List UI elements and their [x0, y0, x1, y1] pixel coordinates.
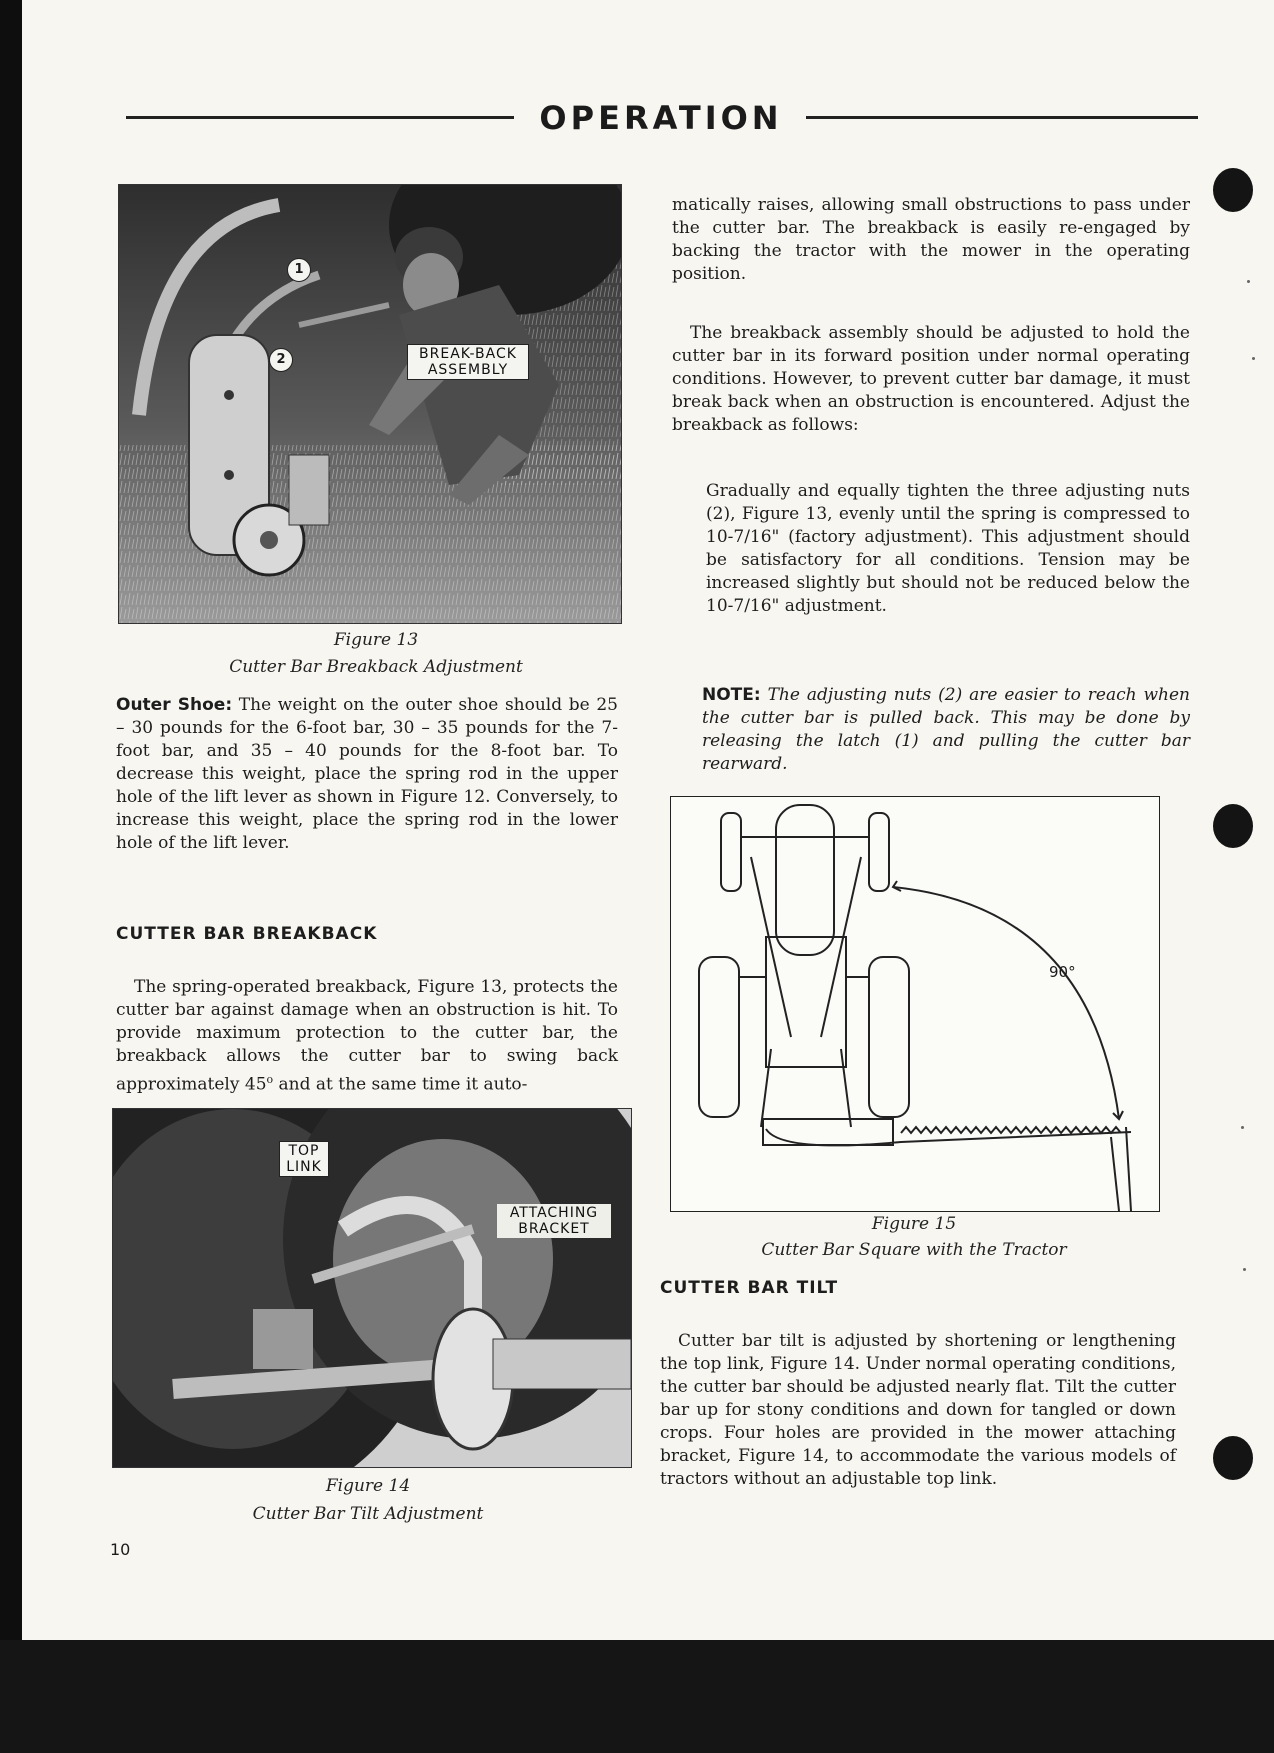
figure-13-label: Figure 13: [333, 630, 419, 650]
rear-left-tire: [699, 957, 739, 1117]
outer-shoe-text: The weight on the outer shoe should be 25 – 30 pounds for the 6-foot bar, 30 – 35 pounds for the 7-foot bar, and 35 – 40 pounds for the 8-foot bar. To decrease this weight, place the spring rod in the upper hole of the lift lever as shown in Figure 12. Conversely, to increase this weight, place the spring rod in the lower hole of the lift lever.: [116, 695, 618, 853]
front-left-tire: [721, 813, 741, 891]
top-link-callout: [279, 1141, 329, 1177]
tractor-top-view-diagram: [671, 797, 1159, 1211]
manual-page: [22, 0, 1274, 1640]
section-header: [126, 98, 1198, 142]
marker-latch-1: 1: [287, 258, 311, 282]
marker-adjusting-nuts-2: 2: [269, 348, 293, 372]
callout-line: TOP: [288, 1143, 320, 1159]
rear-right-tire: [869, 957, 909, 1117]
binder-hole-middle: [1213, 804, 1253, 848]
figure-15-label: Figure 15: [871, 1214, 957, 1234]
tilt-photo-illustration: [113, 1109, 631, 1467]
callout-line: ATTACHING: [509, 1205, 599, 1221]
tilt-heading: CUTTER BAR TILT: [660, 1278, 839, 1298]
figure-13-caption: Cutter Bar Breakback Adjustment: [229, 657, 523, 677]
header-rule-right: [806, 116, 1198, 119]
binder-hole-bottom: [1213, 1436, 1253, 1480]
angle-label: 90°: [1049, 963, 1076, 981]
arc-arrowhead-top: [893, 881, 901, 891]
note-text: The adjusting nuts (2) are easier to reach when the cutter bar is pulled back. This may be done by releasing the latch (1) and pulling the cutter bar rearward.: [702, 685, 1190, 774]
page-number: 10: [110, 1540, 131, 1559]
callout-line: BRACKET: [518, 1221, 590, 1237]
breakback-adjust-paragraph: The breakback assembly should be adjusted to hold the cutter bar in its forward position under normal operating conditions. However, to prevent cutter bar damage, it must break back when an obstruction is encountered. Adjust the breakback as follows:: [672, 323, 1190, 435]
header-rule-left: [126, 116, 514, 119]
page-title: OPERATION: [539, 99, 783, 137]
figure-14-caption: Cutter Bar Tilt Adjustment: [252, 1504, 484, 1524]
front-right-tire: [869, 813, 889, 891]
outer-shoe-lead: Outer Shoe:: [116, 695, 233, 715]
figure-13-photo: [118, 184, 622, 624]
degree-symbol: o: [266, 1073, 274, 1086]
note-paragraph: [702, 684, 1190, 776]
ninety-degree-arc: [893, 887, 1119, 1119]
tractor-hood: [776, 805, 834, 955]
breakback-text: The spring-operated breakback, Figure 13, protects the cutter bar against damage when an obstruction is hit. To provide maximum protection to the cutter bar, the breakback allows the cutter bar to swing back approximately 45: [116, 977, 618, 1095]
callout-line: BREAK-BACK: [419, 346, 517, 362]
scan-speck: [1252, 357, 1255, 360]
callout-line: ASSEMBLY: [427, 362, 509, 378]
scan-speck: [1243, 1268, 1246, 1271]
scan-left-edge: [0, 0, 22, 1640]
breakback-text-cont: and at the same time it auto-: [273, 1074, 528, 1095]
attaching-bracket-callout: [497, 1204, 611, 1238]
breakback-continuation: matically raises, allowing small obstructions to pass under the cutter bar. The breakback is easily re-engaged by backing the tractor with the mower in the operating position.: [672, 195, 1190, 284]
note-lead: NOTE:: [702, 685, 761, 705]
breakback-paragraph: [116, 976, 618, 1097]
tractor-body: [766, 937, 846, 1067]
callout-line: LINK: [286, 1159, 322, 1175]
scan-speck: [1247, 280, 1250, 283]
scan-speck: [1241, 1126, 1244, 1129]
scan-bottom-band: [0, 1640, 1274, 1753]
adjustment-procedure: Gradually and equally tighten the three adjusting nuts (2), Figure 13, evenly until the spring is compressed to 10-7/16" (factory adjustment). This adjustment should be satisfactory for all conditions. Tension may be increased slightly but should not be reduced below the 10-7/16" adjustment.: [706, 481, 1190, 616]
breakback-assembly-callout: [407, 344, 529, 380]
figure-15-caption: Cutter Bar Square with the Tractor: [761, 1240, 1067, 1260]
breakback-photo-illustration: [119, 185, 621, 623]
mower-frame: [763, 1119, 893, 1145]
figure-15-diagram: [670, 796, 1160, 1212]
figure-14-photo: [112, 1108, 632, 1468]
outer-shoe-paragraph: [116, 694, 618, 855]
breakback-heading: CUTTER BAR BREAKBACK: [116, 924, 378, 944]
cutter-teeth: [901, 1127, 1121, 1133]
figure-14-label: Figure 14: [325, 1476, 411, 1496]
tilt-paragraph: Cutter bar tilt is adjusted by shortening or lengthening the top link, Figure 14. Under normal operating conditions, the cutter bar should be adjusted nearly flat. Tilt the cutter bar up for stony conditions and down for tangled or down crops. Four holes are provided in the mower attaching bracket, Figure 14, to accommodate the various models of tractors without an adjustable top link.: [660, 1331, 1176, 1489]
binder-hole-top: [1213, 168, 1253, 212]
